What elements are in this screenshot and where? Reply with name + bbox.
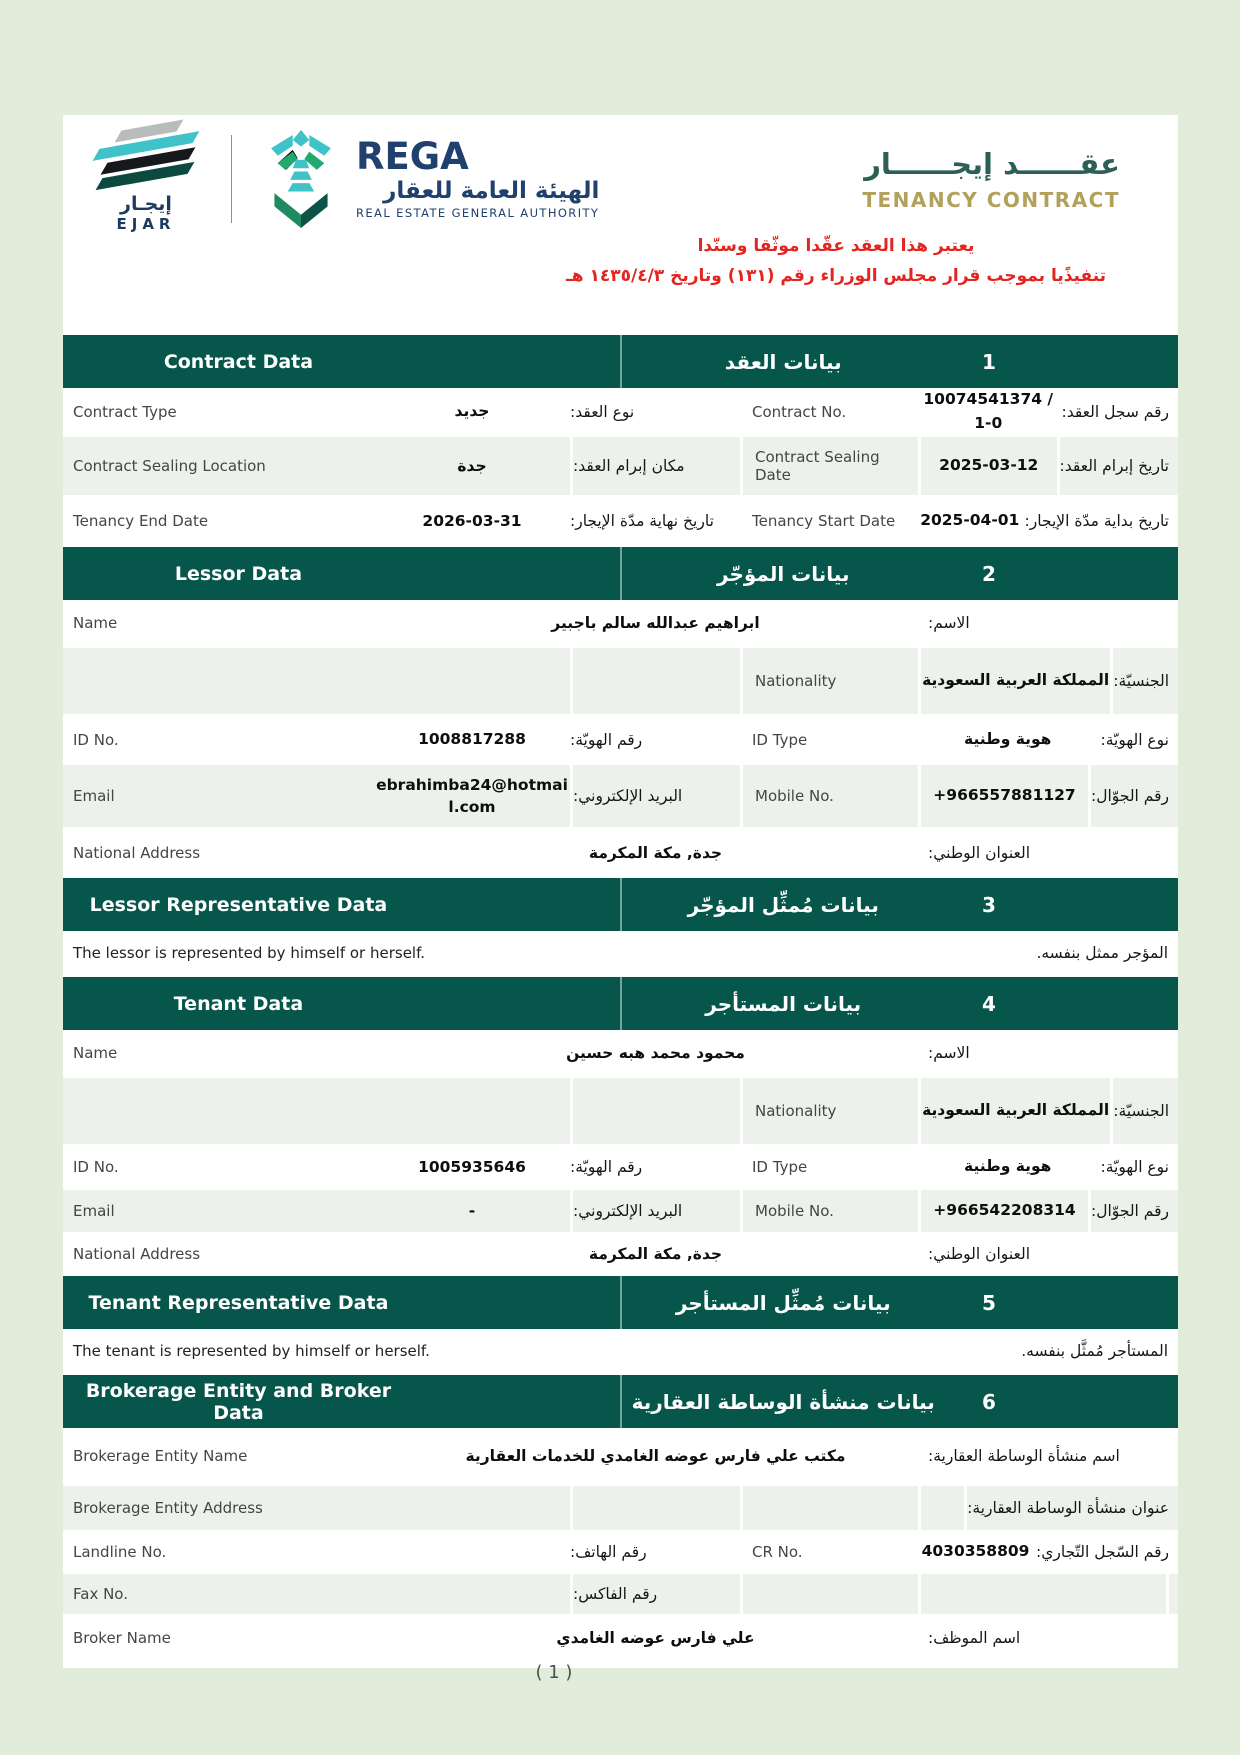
tenant-id-no-label-en: ID No. xyxy=(73,1158,119,1176)
lessor-representative-note-ar: المؤجر ممثل بنفسه. xyxy=(1036,944,1168,962)
contract-sealing-row xyxy=(63,437,1178,495)
tenant-email-value: - xyxy=(374,1190,570,1232)
lessor-name-value: ابراهيم عبدالله سالم باجبير xyxy=(551,614,760,632)
sealing-location-value: جدة xyxy=(374,437,570,495)
rega-wordmark: REGA xyxy=(356,135,469,179)
rega-palm-icon xyxy=(258,130,344,228)
sealing-location-label-en: Contract Sealing Location xyxy=(63,437,374,495)
section-5-title-ar: بيانات مُمثِّل المستأجر xyxy=(675,1290,891,1315)
lessor-id-no-value: 1008817288 xyxy=(418,730,526,749)
lessor-mobile-label-en: Mobile No. xyxy=(743,765,918,827)
lessor-nationality-row xyxy=(63,648,1178,714)
contract-document-card xyxy=(63,115,1178,1668)
brokerage-entity-name-label-en: Brokerage Entity Name xyxy=(73,1447,248,1465)
sealing-location-label-ar: مكان إبرام العقد: xyxy=(570,437,740,495)
landline-value xyxy=(374,1532,570,1572)
logo-divider xyxy=(231,135,232,223)
lessor-national-address-row xyxy=(63,829,1178,876)
contract-title-english: TENANCY CONTRACT xyxy=(862,188,1120,212)
section-3-title-en: Lessor Representative Data xyxy=(89,893,388,916)
section-6-title-ar: بيانات منشأة الوساطة العقارية xyxy=(631,1389,935,1414)
ejar-latin-wordmark: EJAR xyxy=(116,214,176,233)
lessor-id-no-label-en: ID No. xyxy=(73,730,119,749)
rega-arabic-name: الهيئة العامة للعقار xyxy=(383,178,600,205)
fax-label-en: Fax No. xyxy=(63,1574,374,1614)
broker-name-label-ar: اسم الموظف: xyxy=(928,1629,1021,1647)
contract-type-label-ar: نوع العقد: xyxy=(570,402,635,421)
tenant-email-label-ar: البريد الإلكتروني: xyxy=(570,1190,740,1232)
lessor-name-row xyxy=(63,600,1178,646)
legal-notice xyxy=(556,231,1116,291)
sealing-date-label-en: Contract Sealing Date xyxy=(743,437,918,495)
lessor-nationality-value: المملكة العربية السعودية xyxy=(918,648,1110,714)
tenant-name-value: محمود محمد هبه حسين xyxy=(566,1044,745,1062)
tenant-id-no-value: 1005935646 xyxy=(418,1157,526,1176)
section-1-number: 1 xyxy=(981,349,996,374)
section-5-header xyxy=(63,1276,1178,1329)
tenant-address-label-ar: العنوان الوطني: xyxy=(928,1245,1030,1263)
tenant-id-type-value: هوية وطنية xyxy=(964,1157,1052,1176)
page-number: ( 1 ) xyxy=(535,1662,573,1683)
section-3-number: 3 xyxy=(981,892,996,917)
tenant-mobile-label-en: Mobile No. xyxy=(743,1190,918,1232)
rega-logo xyxy=(258,130,599,228)
contract-tables xyxy=(63,335,1178,1660)
section-6-header xyxy=(63,1375,1178,1428)
tenancy-start-value: 2025-04-01 xyxy=(920,511,1020,530)
tenancy-end-label-ar: تاريخ نهاية مدّة الإيجار: xyxy=(570,512,714,530)
cr-no-value: 4030358809 xyxy=(921,1542,1030,1561)
tenant-nationality-value: المملكة العربية السعودية xyxy=(918,1078,1110,1144)
contract-no-label-en: Contract No. xyxy=(752,402,847,421)
lessor-id-type-label-ar: نوع الهويّة: xyxy=(1100,730,1169,749)
lessor-representative-note-row xyxy=(63,931,1178,975)
cr-no-label-ar: رقم السّجل التّجاري: xyxy=(1036,1543,1169,1561)
tenant-id-row xyxy=(63,1146,1178,1188)
tenant-representative-note-ar: المستأجر مُمثَّل بنفسه. xyxy=(1021,1342,1168,1360)
brokerage-entity-address-value xyxy=(374,1486,570,1530)
tenant-address-label-en: National Address xyxy=(73,1245,201,1263)
brokerage-entity-address-label-en: Brokerage Entity Address xyxy=(63,1486,374,1530)
tenancy-dates-row xyxy=(63,497,1178,545)
tenant-mobile-value: +966542208314 xyxy=(918,1190,1088,1232)
lessor-name-label-ar: الاسم: xyxy=(928,614,970,632)
tenant-name-row xyxy=(63,1030,1178,1076)
tenant-representative-note-row xyxy=(63,1329,1178,1373)
lessor-mobile-value: +966557881127 xyxy=(918,765,1088,827)
section-4-title-ar: بيانات المستأجر xyxy=(705,991,862,1016)
tenant-email-label-en: Email xyxy=(63,1190,374,1232)
lessor-address-label-en: National Address xyxy=(73,843,201,862)
broker-name-label-en: Broker Name xyxy=(73,1629,171,1647)
section-3-title-ar: بيانات مُمثِّل المؤجّر xyxy=(687,892,879,917)
section-5-number: 5 xyxy=(981,1290,996,1315)
tenancy-start-label-en: Tenancy Start Date xyxy=(752,512,896,530)
lessor-id-no-label-ar: رقم الهويّة: xyxy=(570,730,643,749)
tenant-id-no-label-ar: رقم الهويّة: xyxy=(570,1158,643,1176)
lessor-nationality-label-ar: الجنسيّة: xyxy=(1110,648,1178,714)
section-4-title-en: Tenant Data xyxy=(173,992,304,1015)
brokerage-entity-name-value: مكتب علي فارس عوضه الغامدي للخدمات العقارية xyxy=(465,1447,846,1465)
contract-type-row xyxy=(63,388,1178,435)
cr-no-label-en: CR No. xyxy=(752,1543,803,1561)
ejar-stripes-icon xyxy=(96,125,196,189)
tenant-id-type-label-en: ID Type xyxy=(752,1158,808,1176)
lessor-email-label-en: Email xyxy=(63,765,374,827)
section-3-header xyxy=(63,878,1178,931)
broker-name-row xyxy=(63,1616,1178,1660)
contract-type-label-en: Contract Type xyxy=(73,402,177,421)
lessor-email-label-ar: البريد الإلكتروني: xyxy=(570,765,740,827)
section-6-number: 6 xyxy=(981,1389,996,1414)
tenant-nationality-row xyxy=(63,1078,1178,1144)
tenant-address-value: جدة, مكة المكرمة xyxy=(588,1245,723,1263)
section-1-header xyxy=(63,335,1178,388)
section-6-title-en: Brokerage Entity and Broker Data xyxy=(85,1379,392,1424)
ejar-logo xyxy=(87,125,205,233)
fax-label-ar: رقم الفاكس: xyxy=(570,1574,740,1614)
lessor-mobile-label-ar: رقم الجوّال: xyxy=(1088,765,1178,827)
tenant-name-label-en: Name xyxy=(73,1044,118,1062)
ejar-arabic-wordmark: إيجـار xyxy=(120,193,172,216)
tenant-nationality-label-ar: الجنسيّة: xyxy=(1110,1078,1178,1144)
tenant-mobile-label-ar: رقم الجوّال: xyxy=(1088,1190,1178,1232)
lessor-id-type-label-en: ID Type xyxy=(752,730,808,749)
brokerage-entity-name-label-ar: اسم منشأة الوساطة العقارية: xyxy=(928,1447,1120,1465)
contract-title-arabic: عقــــــد إيجــــــار xyxy=(864,147,1120,181)
lessor-representative-note-en: The lessor is represented by himself or herself. xyxy=(73,944,426,962)
tenancy-start-label-ar: تاريخ بداية مدّة الإيجار: xyxy=(1024,512,1169,530)
tenant-nationality-label-en: Nationality xyxy=(743,1078,918,1144)
contract-no-value: 10074541374 / 1-0 xyxy=(923,390,1054,432)
section-4-header xyxy=(63,977,1178,1030)
lessor-contact-row xyxy=(63,765,1178,827)
lessor-id-row xyxy=(63,716,1178,763)
document-titles xyxy=(862,131,1120,227)
contract-no-label-ar: رقم سجل العقد: xyxy=(1061,402,1169,421)
fax-value xyxy=(374,1574,570,1614)
rega-text-block xyxy=(356,135,600,221)
sealing-date-value: 2025-03-12 xyxy=(918,437,1057,495)
legal-notice-line1: يعتبر هذا العقد عقّدا موثّقا وسنّدا xyxy=(697,236,975,256)
lessor-name-label-en: Name xyxy=(73,614,118,632)
legal-notice-line2: تنفيذًيا بموجب قرار مجلس الوزراء رقم (١٣١) وتاريخ ١٤٣٥/٤/٣ هـ xyxy=(565,266,1107,286)
section-2-title-en: Lessor Data xyxy=(174,562,303,585)
tenant-representative-note-en: The tenant is represented by himself or herself. xyxy=(73,1342,430,1360)
lessor-address-value: جدة, مكة المكرمة xyxy=(588,843,723,862)
tenant-national-address-row xyxy=(63,1234,1178,1274)
tenancy-end-value: 2026-03-31 xyxy=(422,511,522,530)
brokerage-entity-address-row xyxy=(63,1486,1178,1530)
landline-cr-row xyxy=(63,1532,1178,1572)
rega-english-name: REAL ESTATE GENERAL AUTHORITY xyxy=(356,206,600,221)
section-2-header xyxy=(63,547,1178,600)
tenancy-end-label-en: Tenancy End Date xyxy=(73,512,209,530)
section-1-title-en: Contract Data xyxy=(163,350,314,373)
document-header xyxy=(63,115,1178,233)
lessor-id-type-value: هوية وطنية xyxy=(964,729,1052,748)
landline-label-ar: رقم الهاتف: xyxy=(570,1543,647,1561)
contract-type-value: جديد xyxy=(454,402,490,421)
section-1-title-ar: بيانات العقد xyxy=(724,349,842,374)
section-5-title-en: Tenant Representative Data xyxy=(88,1291,389,1314)
lessor-nationality-label-en: Nationality xyxy=(743,648,918,714)
lessor-address-label-ar: العنوان الوطني: xyxy=(928,843,1030,862)
sealing-date-label-ar: تاريخ إبرام العقد: xyxy=(1057,437,1178,495)
broker-name-value: علي فارس عوضه الغامدي xyxy=(556,1629,755,1647)
tenant-id-type-label-ar: نوع الهويّة: xyxy=(1100,1158,1169,1176)
brokerage-entity-name-row xyxy=(63,1428,1178,1484)
fax-row xyxy=(63,1574,1178,1614)
logo-group xyxy=(87,131,600,233)
section-2-title-ar: بيانات المؤجّر xyxy=(717,561,850,586)
section-2-number: 2 xyxy=(981,561,996,586)
landline-label-en: Landline No. xyxy=(73,1543,167,1561)
lessor-email-value: ebrahimba24@hotmail.com xyxy=(374,765,570,827)
section-4-number: 4 xyxy=(981,991,996,1016)
tenant-name-label-ar: الاسم: xyxy=(928,1044,970,1062)
tenant-contact-row xyxy=(63,1190,1178,1232)
brokerage-entity-address-label-ar: عنوان منشأة الوساطة العقارية: xyxy=(964,1486,1178,1530)
